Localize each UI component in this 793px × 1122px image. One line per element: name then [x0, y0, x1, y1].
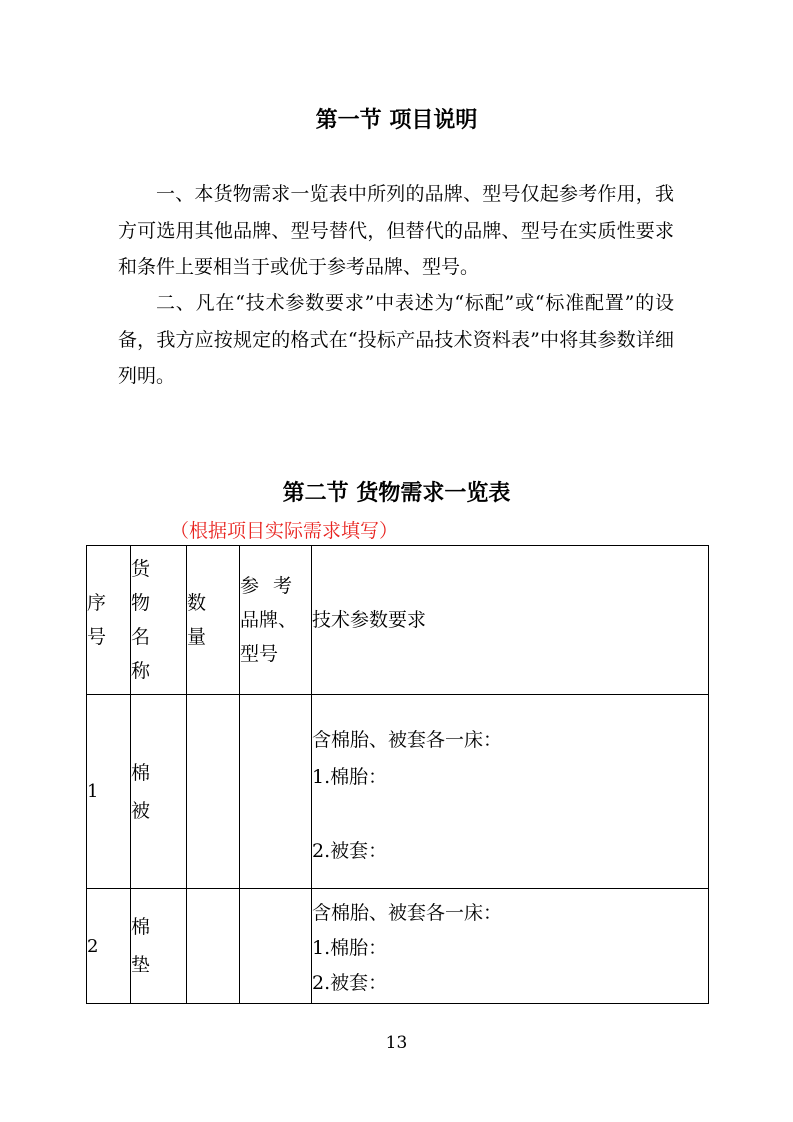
- row-technical-spec: [312, 695, 709, 889]
- table-row: [87, 695, 709, 889]
- section1-paragraph-1: 一、本货物需求一览表中所列的品牌、型号仅起参考作用，我方可选用其他品牌、型号替代，但替代的品牌、型号在实质性要求和条件上要相当于或优于参考品牌、型号。: [118, 183, 674, 278]
- header-serial-char-2: 号: [87, 626, 107, 648]
- header-qty-char-2: 量: [187, 626, 207, 648]
- spec-line-2: 1.棉胎：: [312, 936, 388, 959]
- header-quantity: [187, 546, 240, 695]
- row-reference-cell: [240, 889, 312, 1004]
- spec-line-3: 2.被套：: [312, 839, 388, 862]
- header-ref-line-3: 型号: [240, 643, 279, 665]
- spec-blank-line: [312, 796, 708, 833]
- spec-line-2: 1.棉胎：: [312, 765, 388, 788]
- page-number: 13: [385, 1033, 408, 1053]
- header-serial-char-1: 序: [87, 592, 107, 614]
- section1-paragraph-2: 二、凡在“技术参数要求”中表述为“标配”或“标准配置”的设备，我方应按规定的格式在“投标产品技术资料表”中将其参数详细列明。: [118, 292, 674, 387]
- row-serial-number: 1: [87, 695, 131, 889]
- header-technical-requirements: 技术参数要求: [312, 546, 709, 695]
- header-serial-number: [87, 546, 131, 695]
- header-name-char-3: 名: [131, 626, 151, 648]
- header-ref-line-1: 参考: [240, 575, 307, 597]
- header-qty-char-1: 数: [187, 592, 207, 614]
- row-goods-name: [131, 889, 187, 1004]
- row-name-char-2: 垫: [131, 954, 151, 976]
- row-name-char-1: 棉: [131, 761, 151, 784]
- row-name-char-1: 棉: [131, 916, 151, 938]
- spec-line-1: 含棉胎、被套各一床：: [312, 728, 503, 751]
- fill-instruction-note: （根据项目实际需求填写）: [170, 520, 399, 542]
- row-serial-number: 2: [87, 889, 131, 1004]
- spec-line-1: 含棉胎、被套各一床：: [312, 901, 503, 924]
- header-name-char-1: 货: [131, 558, 151, 580]
- header-name-char-2: 物: [131, 592, 151, 614]
- row-quantity-cell: [187, 695, 240, 889]
- row-name-char-2: 被: [131, 799, 151, 822]
- header-ref-line-2: 品牌、: [240, 609, 298, 631]
- table-row: [87, 889, 709, 1004]
- header-name-char-4: 称: [131, 660, 151, 682]
- spec-line-3: 2.被套：: [312, 971, 388, 994]
- section2-title: 第二节 货物需求一览表: [282, 481, 511, 506]
- row-technical-spec: [312, 889, 709, 1004]
- row-goods-name: [131, 695, 187, 889]
- goods-requirements-table: [86, 545, 709, 1004]
- section1-title: 第一节 项目说明: [315, 108, 478, 133]
- row-reference-cell: [240, 695, 312, 889]
- header-goods-name: [131, 546, 187, 695]
- header-reference-brand-model: [240, 546, 312, 695]
- table-header-row: [87, 546, 709, 695]
- row-quantity-cell: [187, 889, 240, 1004]
